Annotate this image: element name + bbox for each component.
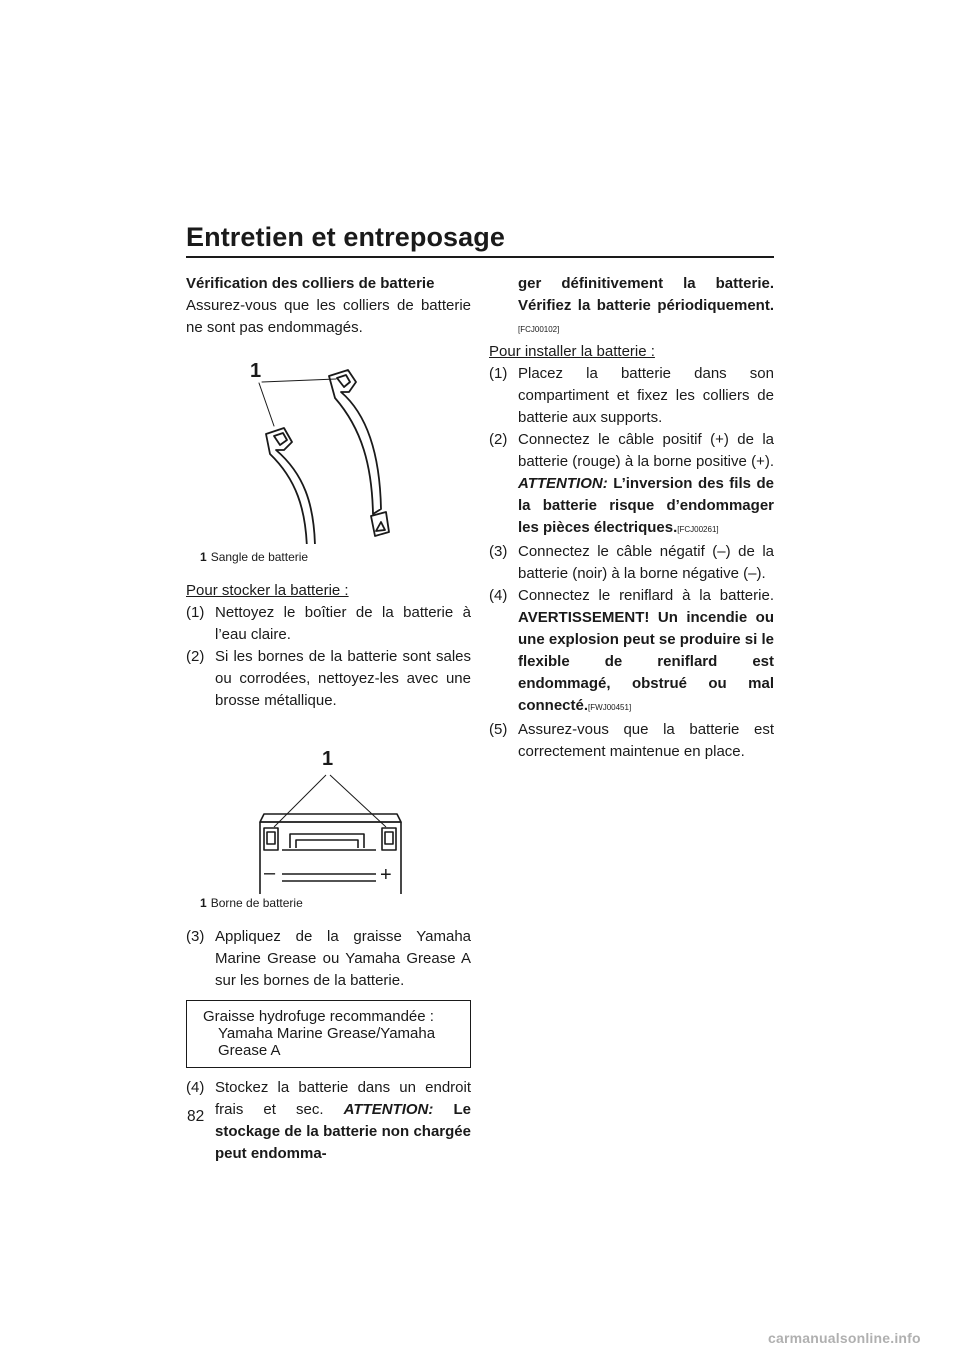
step-text: Connectez le câble positif (+) de la batterie (rouge) à la borne positive (+). [518,431,774,470]
storage-step-4 [186,1077,471,1165]
install-step-5 [489,719,774,763]
install-heading: Pour installer la batterie : [489,343,655,360]
warning-text: AVERTISSEMENT! Un incendie ou une explosion peut se produire si le flexible de reniflard est endommagé, obstrué ou mal connecté. [518,609,774,714]
battery-terminal-figure [186,748,471,938]
step-number: (1) [489,365,508,382]
step-number: (1) [186,604,205,621]
negative-sign: – [264,862,276,884]
step-text: Si les bornes de la batterie sont sales ou corrodées, nettoyez-les avec une brosse métallique. [215,648,471,709]
section-heading-battery-clamps: Vérification des colliers de batterie [186,275,435,292]
attention-text: Le stockage de la batterie non chargée peut endomma- [215,1101,472,1162]
step-number: (3) [186,928,205,945]
grease-box-label: Graisse hydrofuge recommandée : [203,1008,434,1025]
install-step-2 [489,429,774,541]
step-number: (4) [489,587,508,604]
attention-continuation [489,273,774,341]
reference-code: [FCJ00102] [518,325,560,334]
page-number: 82 [187,1108,205,1125]
reference-code: [FCJ00261] [677,525,719,534]
storage-step-1 [186,602,471,646]
figure1-caption-text: Sangle de batterie [210,550,309,564]
left-column [186,273,471,1165]
figure1-caption [200,550,470,564]
grease-box-line-1: Yamaha Marine Grease/Yamaha [218,1025,436,1042]
step-text: Nettoyez le boîtier de la batterie à l’eau claire. [215,604,471,643]
recommended-grease-box [186,1000,471,1068]
step-text: Assurez-vous que la batterie est correctement maintenue en place. [518,721,774,760]
figure1-caption-number: 1 [200,550,207,564]
step-number: (5) [489,721,508,738]
battery-strap-figure [186,354,471,564]
storage-heading: Pour stocker la batterie : [186,582,349,599]
figure2-caption-number: 1 [200,896,207,910]
attention-text: L’inversion des fils de la batterie risque d’endommager les pièces électriques. [518,475,774,536]
step-number: (3) [489,543,508,560]
step-text: Placez la batterie dans son compartiment et fixez les colliers de batterie aux supports. [518,365,774,426]
figure1-callout: 1 [250,360,262,382]
step-text: Stockez la batterie dans un endroit frais et sec. [215,1079,471,1118]
title-rule [186,256,774,258]
figure2-caption [200,896,470,910]
figure2-callout: 1 [322,748,334,770]
attention-label: ATTENTION: [518,475,608,492]
step-text: Connectez le reniflard à la batterie. [518,587,774,604]
attention-continuation-text: ger définitivement la batterie. Vérifiez la batterie périodiquement. [518,275,774,314]
page-title: Entretien et entreposage [186,222,505,252]
install-step-1 [489,363,774,429]
step-number: (2) [186,648,205,665]
intro-paragraph: Assurez-vous que les colliers de batterie ne sont pas endommagés. [186,297,471,336]
attention-label: ATTENTION: [343,1101,434,1118]
step-number: (2) [489,431,508,448]
positive-sign: + [380,864,392,886]
step-number: (4) [186,1079,205,1096]
right-column [489,273,774,763]
battery-strap-illustration [186,354,471,544]
storage-step-3 [186,926,471,992]
watermark[interactable]: carmanualsonline.info [768,1330,921,1346]
grease-box-line-2: Grease A [218,1042,281,1059]
storage-step-2 [186,646,471,712]
step-text: Appliquez de la graisse Yamaha Marine Grease ou Yamaha Grease A sur les bornes de la batterie. [215,928,471,989]
reference-code: [FWJ00451] [588,703,632,712]
figure2-caption-text: Borne de batterie [210,896,303,910]
install-step-3 [489,541,774,585]
step-text: Connectez le câble négatif (–) de la batterie (noir) à la borne négative (–). [518,543,774,582]
install-step-4 [489,585,774,719]
